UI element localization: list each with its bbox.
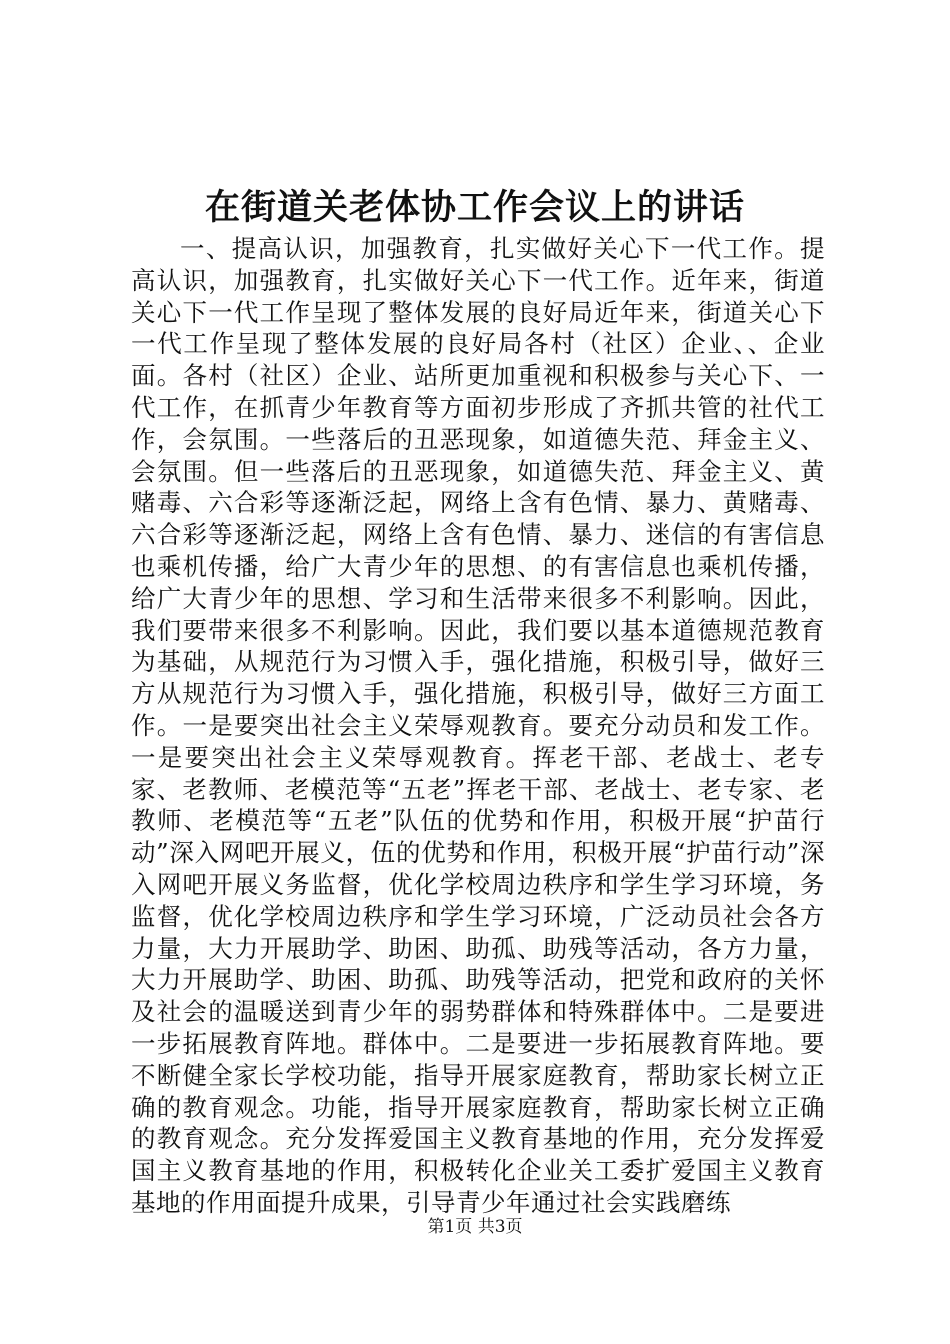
document-title: 在街道关老体协工作会议上的讲话 xyxy=(204,187,745,228)
document-body-paragraph: 一、提高认识，加强教育，扎实做好关心下一代工作。提高认识，加强教育，扎实做好关心下一代工作。近年来，街道关心下一代工作呈现了整体发展的良好局近年来，街道关心下一代工作呈现了整体发展的良好局各村（社区）企业、、企业面。各村（社区）企业、站所更加重视和积极参与关心下、一代工作，在抓青少年教育等方面初步形成了齐抓共管的社代工作，会氛围。一些落后的丑恶现象，如道德失范、拜金主义、会氛围。但一些落后的丑恶现象，如道德失范、拜金主义、黄赌毒、六合彩等逐渐泛起，网络上含有色情、暴力、黄赌毒、六合彩等逐渐泛起，网络上含有色情、暴力、迷信的有害信息也乘机传播，给广大青少年的思想、的有害信息也乘机传播，给广大青少年的思想、学习和生活带来很多不利影响。因此，我们要带来很多不利影响。因此，我们要以基本道德规范教育为基础，从规范行为习惯入手，强化措施，积极引导，做好三方从规范行为习惯入手，强化措施，积极引导，做好三方面工作。一是要突出社会主义荣辱观教育。要充分动员和发工作。一是要突出社会主义荣辱观教育。挥老干部、老战士、老专家、老教师、老模范等“五老”挥老干部、老战士、老专家、老教师、老模范等“五老”队伍的优势和作用，积极开展“护苗行动”深入网吧开展义，伍的优势和作用，积极开展“护苗行动”深入网吧开展义务监督，优化学校周边秩序和学生学习环境，务监督，优化学校周边秩序和学生学习环境，广泛动员社会各方力量，大力开展助学、助困、助孤、助残等活动，各方力量，大力开展助学、助困、助孤、助残等活动，把党和政府的关怀及社会的温暖送到青少年的弱势群体和特殊群体中。二是要进一步拓展教育阵地。群体中。二是要进一步拓展教育阵地。要不断健全家长学校功能，指导开展家庭教育，帮助家长树立正确的教育观念。功能，指导开展家庭教育，帮助家长树立正确的教育观念。充分发挥爱国主义教育基地的作用，充分发挥爱国主义教育基地的作用，积极转化企业关工委扩爱国主义教育基地的作用面提升成果，引导青少年通过社会实践磨练 xyxy=(131,234,825,1217)
page-number-footer: 第1页 共3页 xyxy=(427,1217,523,1237)
